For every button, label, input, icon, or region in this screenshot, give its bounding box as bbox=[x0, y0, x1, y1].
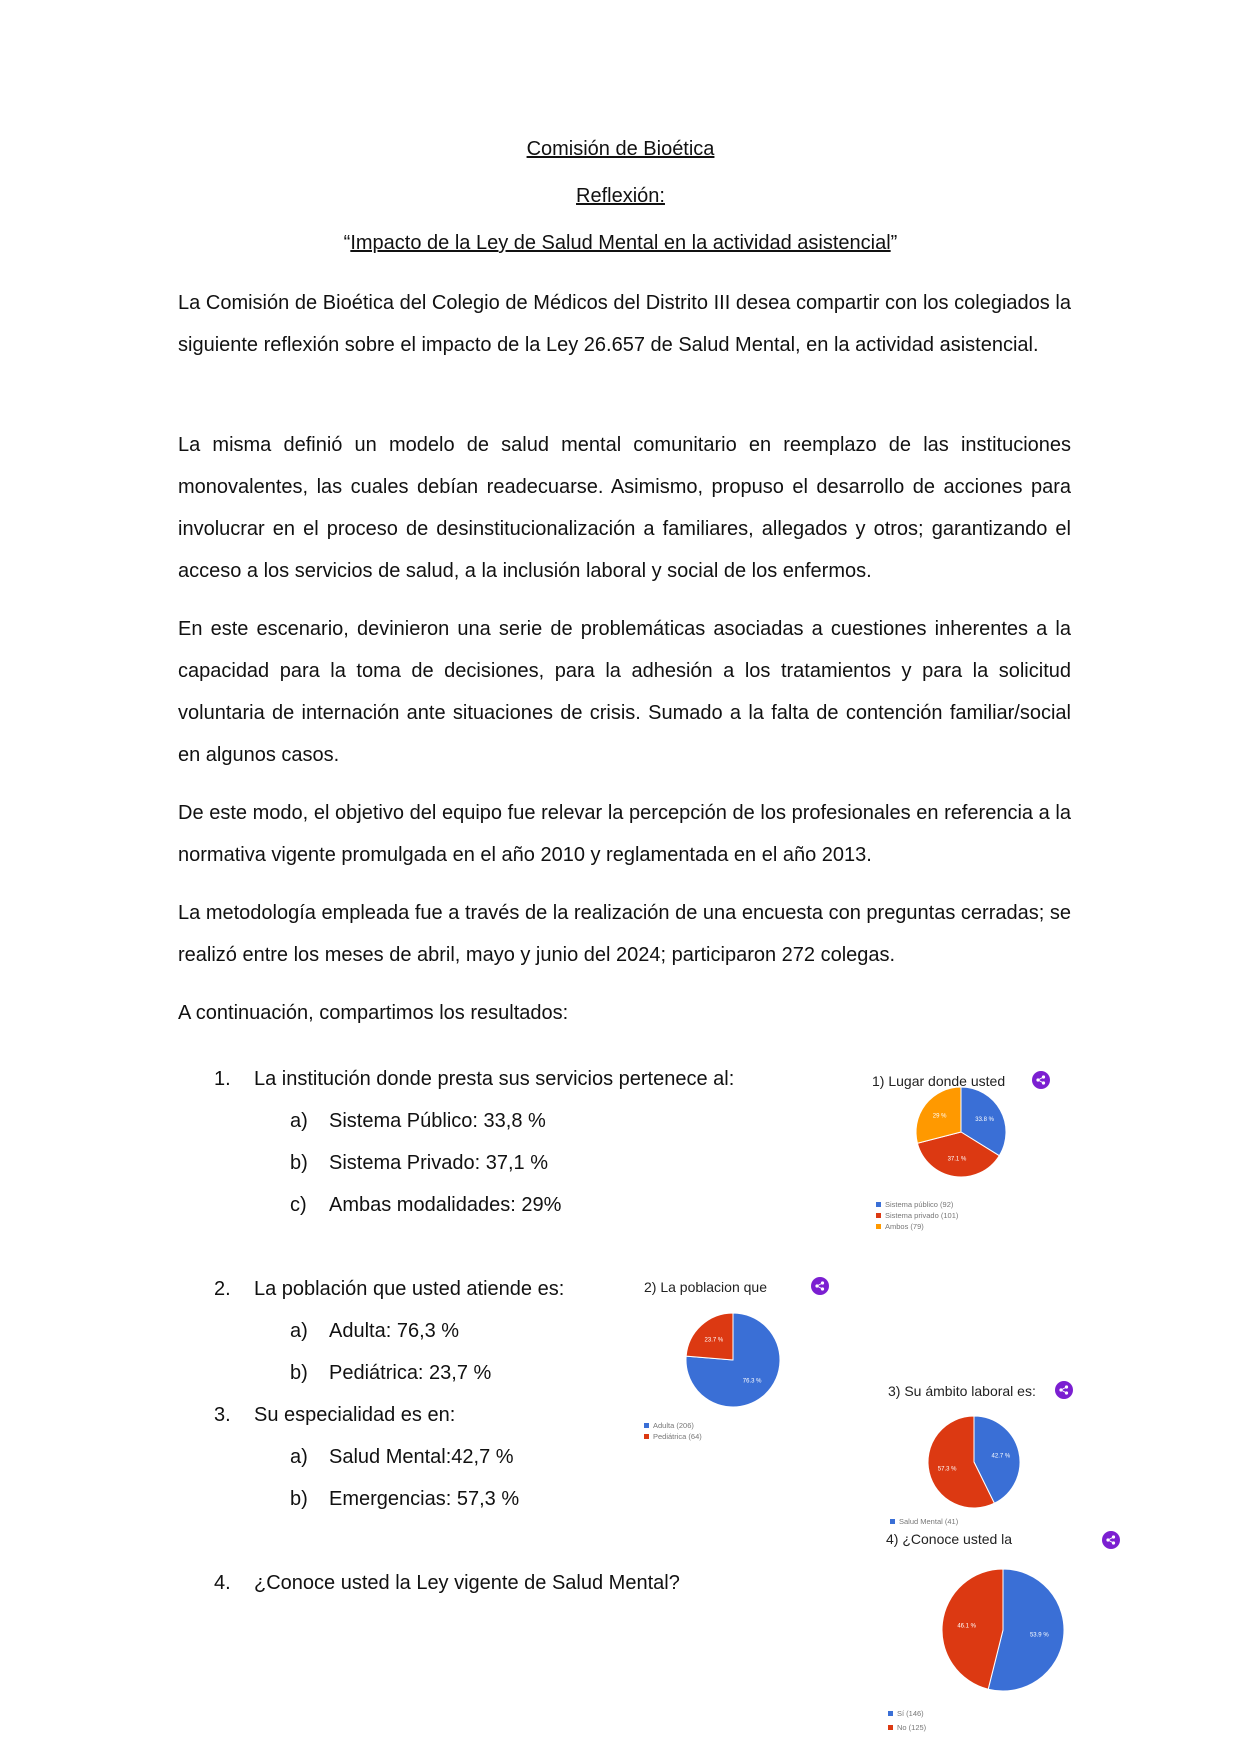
slice-label: 42.7 % bbox=[991, 1453, 1011, 1460]
slice-label: 33.8 % bbox=[975, 1116, 994, 1123]
slice-label: 23.7 % bbox=[704, 1337, 724, 1344]
chart-title: 4) ¿Conoce usted la bbox=[886, 1531, 1013, 1547]
legend-label: Sistema privado (101) bbox=[885, 1211, 959, 1220]
share-button[interactable] bbox=[1102, 1531, 1120, 1549]
slice-label: 76.3 % bbox=[742, 1378, 762, 1385]
slice-label: 29 % bbox=[932, 1113, 947, 1120]
legend-label: Adulta (206) bbox=[653, 1421, 694, 1430]
legend-label: Sí (146) bbox=[897, 1709, 924, 1718]
legend-swatch bbox=[876, 1202, 881, 1207]
header-commission: Comisión de Bioética bbox=[526, 138, 715, 160]
option-text: Adulta: 76,3 % bbox=[329, 1320, 460, 1342]
paragraph-results-intro: A continuación, compartimos los resultados: bbox=[178, 1002, 569, 1024]
option-text: Emergencias: 57,3 % bbox=[329, 1488, 520, 1510]
option-text: Salud Mental:42,7 % bbox=[329, 1446, 514, 1468]
legend-swatch bbox=[644, 1434, 649, 1439]
legend-label: No (125) bbox=[897, 1723, 927, 1732]
legend-label: Salud Mental (41) bbox=[899, 1517, 959, 1526]
share-button[interactable] bbox=[811, 1277, 829, 1295]
option-text: Pediátrica: 23,7 % bbox=[329, 1362, 492, 1384]
slice-label: 37.1 % bbox=[947, 1156, 967, 1163]
option-text: Sistema Público: 33,8 % bbox=[329, 1110, 546, 1132]
chart-1-institution bbox=[868, 1062, 1128, 1242]
paragraph-methodology: La metodología empleada fue a través de la realización de una encuesta con preguntas cerradas; se realizó entre los meses de abril, mayo y junio del 2024; participaron 272 colegas. bbox=[178, 902, 1071, 966]
legend-label: Pediátrica (64) bbox=[653, 1432, 702, 1441]
pie-chart-1 bbox=[868, 1062, 1128, 1242]
pie-chart-3 bbox=[880, 1372, 1080, 1532]
chart-title: 1) Lugar donde usted bbox=[872, 1073, 1006, 1089]
share-button[interactable] bbox=[1032, 1071, 1050, 1089]
paragraph-model: La misma definió un modelo de salud mental comunitario en reemplazo de las instituciones monovalentes, las cuales debían readecuarse. Asimismo, propuso el desarrollo de acciones para involucrar en el proceso de desinstitucionalización a familiares, allegados y otros; garantizando el acceso a los servicios de salud, a la inclusión laboral y social de los enfermos. bbox=[178, 434, 1071, 582]
legend-swatch bbox=[876, 1213, 881, 1218]
slice-label: 57.3 % bbox=[937, 1466, 957, 1473]
legend-swatch bbox=[888, 1725, 893, 1730]
option-text: Sistema Privado: 37,1 % bbox=[329, 1152, 548, 1174]
paragraph-scenario: En este escenario, devinieron una serie de problemáticas asociadas a cuestiones inherentes a la capacidad para la toma de decisiones, para la adhesión a los tratamientos y para la solicitud voluntaria de internación ante situaciones de crisis. Sumado a la falta de contención familiar/social en algunos casos. bbox=[178, 618, 1071, 766]
header-reflection: Reflexión: bbox=[576, 185, 665, 207]
chart-2-population bbox=[640, 1268, 840, 1448]
chart-title: 2) La poblacion que bbox=[644, 1279, 767, 1295]
share-button[interactable] bbox=[1055, 1381, 1073, 1399]
pie-chart-4 bbox=[880, 1520, 1120, 1742]
slice-label: 46.1 % bbox=[957, 1623, 977, 1630]
option-text: Ambas modalidades: 29% bbox=[329, 1194, 562, 1216]
pie-chart-2 bbox=[640, 1268, 840, 1448]
legend-swatch bbox=[876, 1224, 881, 1229]
legend-label: Sistema público (92) bbox=[885, 1200, 954, 1209]
legend-label: Ambos (79) bbox=[885, 1222, 924, 1231]
paragraph-intro: La Comisión de Bioética del Colegio de Médicos del Distrito III desea compartir con los colegiados la siguiente reflexión sobre el impacto de la Ley 26.657 de Salud Mental, en la actividad asistencial. bbox=[178, 292, 1071, 356]
page-title: “Impacto de la Ley de Salud Mental en la actividad asistencial” bbox=[343, 232, 898, 254]
chart-title: 3) Su ámbito laboral es: bbox=[888, 1383, 1036, 1399]
chart-4-law-knowledge bbox=[880, 1520, 1120, 1742]
legend-swatch bbox=[888, 1711, 893, 1716]
chart-3-work-area bbox=[880, 1372, 1080, 1532]
legend-swatch bbox=[644, 1423, 649, 1428]
paragraph-objective: De este modo, el objetivo del equipo fue relevar la percepción de los profesionales en referencia a la normativa vigente promulgada en el año 2010 y reglamentada en el año 2013. bbox=[178, 802, 1071, 866]
slice-label: 53.9 % bbox=[1029, 1632, 1049, 1639]
